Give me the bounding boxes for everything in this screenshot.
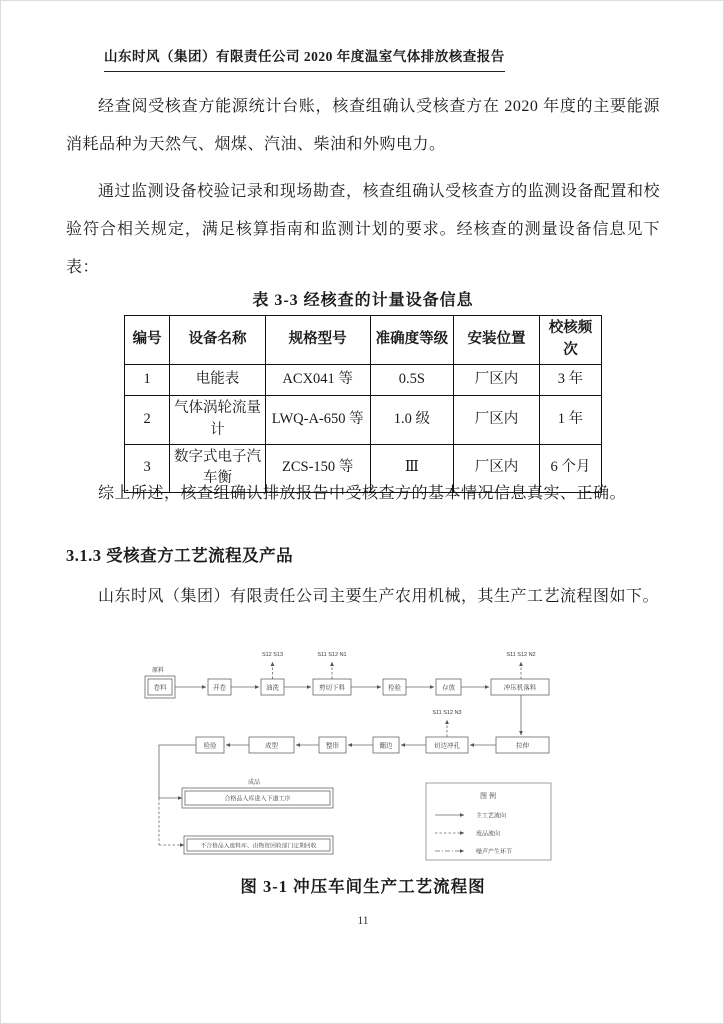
storage-label: 存放 <box>442 684 455 692</box>
drawing-label: 拉伸 <box>516 742 529 750</box>
cell-model: ZCS-150 等 <box>265 444 370 493</box>
legend-title: 图 例 <box>480 793 496 800</box>
unqualified-label: 不合格品入废料库、由物资回收部门定期回收 <box>200 843 317 850</box>
legend-item-noise: 噪声产生环节 <box>476 849 513 856</box>
page-header: 山东时风（集团）有限责任公司 2020 年度温室气体排放核查报告 <box>104 45 505 72</box>
table-row <box>125 395 602 444</box>
process-flow-diagram <box>131 643 576 875</box>
uncoil-label: 开卷 <box>213 684 226 692</box>
forming-label: 成型 <box>265 742 278 750</box>
emission-label-4: S11 S12 N3 <box>432 710 462 716</box>
cell-frequency: 6 个月 <box>539 444 601 493</box>
oil-wash-label: 油洗 <box>266 684 279 692</box>
col-header-device-name: 设备名称 <box>170 316 265 365</box>
press-blank-label: 冲压机落料 <box>503 684 537 692</box>
raw-material-label: 原料 <box>151 668 165 674</box>
cell-frequency: 3 年 <box>539 364 601 395</box>
col-header-no: 编号 <box>125 316 170 365</box>
process-flow-svg <box>131 643 576 875</box>
flanging-label: 翻边 <box>379 742 393 750</box>
legend-item-waste-flow: 废品流向 <box>476 831 501 838</box>
cell-no: 2 <box>125 395 170 444</box>
col-header-model: 规格型号 <box>265 316 370 365</box>
table-row <box>125 364 602 395</box>
cell-model: ACX041 等 <box>265 364 370 395</box>
cell-location: 厂区内 <box>454 444 540 493</box>
emission-label-3: S11 S12 N2 <box>506 652 536 658</box>
cell-accuracy: 1.0 级 <box>370 395 453 444</box>
table-header-row <box>125 316 602 365</box>
cell-location: 厂区内 <box>454 364 540 395</box>
emission-label-1: S12 S13 <box>261 652 284 658</box>
trim-punch-label: 切边冲孔 <box>434 742 460 750</box>
cell-no: 3 <box>125 444 170 493</box>
cell-device-name: 电能表 <box>170 364 265 395</box>
paragraph-monitoring-devices: 通过监测设备校验记录和现场勘查，核查组确认受核查方的监测设备配置和校验符合相关规定，满足核算指南和监测计划的要求。经核查的测量设备信息见下表： <box>66 183 660 276</box>
inspect2-label: 检验 <box>203 742 217 750</box>
qualified-label: 合格品入库进入下道工序 <box>224 796 291 803</box>
col-header-frequency: 校核频次 <box>539 316 601 365</box>
col-header-accuracy: 准确度等级 <box>370 316 453 365</box>
col-header-location: 安装位置 <box>454 316 540 365</box>
cell-accuracy: 0.5S <box>370 364 453 395</box>
cell-model: LWQ-A-650 等 <box>265 395 370 444</box>
finished-product-label: 成品 <box>247 780 261 786</box>
shear-cut-label: 剪切下料 <box>319 684 345 692</box>
paragraph-energy-types: 经查阅受核查方能源统计台账，核查组确认受核查方在 2020 年度的主要能源消耗品种为天然气、烟煤、汽油、柴油和外购电力。 <box>66 98 660 153</box>
coil-label: 卷料 <box>153 684 167 692</box>
paragraph-conclusion: 综上所述，核查组确认排放报告中受核查方的基本情况信息真实、正确。 <box>98 485 627 502</box>
paragraph-process-intro: 山东时风（集团）有限责任公司主要生产农用机械，其生产工艺流程图如下。 <box>98 588 660 605</box>
inspect1-label: 检验 <box>388 684 401 692</box>
measurement-devices-table <box>124 315 602 493</box>
cell-location: 厂区内 <box>454 395 540 444</box>
section-heading-3-1-3: 3.1.3 受核查方工艺流程及产品 <box>66 546 294 565</box>
reshape-label: 整形 <box>326 742 339 750</box>
page-number: 11 <box>357 915 369 927</box>
cell-device-name: 气体涡轮流量计 <box>170 395 265 444</box>
cell-frequency: 1 年 <box>539 395 601 444</box>
figure-caption: 图 3-1 冲压车间生产工艺流程图 <box>240 877 486 896</box>
cell-device-name: 数字式电子汽车衡 <box>170 444 265 493</box>
cell-no: 1 <box>125 364 170 395</box>
cell-accuracy: Ⅲ <box>370 444 453 493</box>
legend-item-main-flow: 主工艺流向 <box>476 813 507 820</box>
emission-label-2: S11 S12 N1 <box>317 652 347 658</box>
table-caption: 表 3-3 经核查的计量设备信息 <box>252 292 474 309</box>
